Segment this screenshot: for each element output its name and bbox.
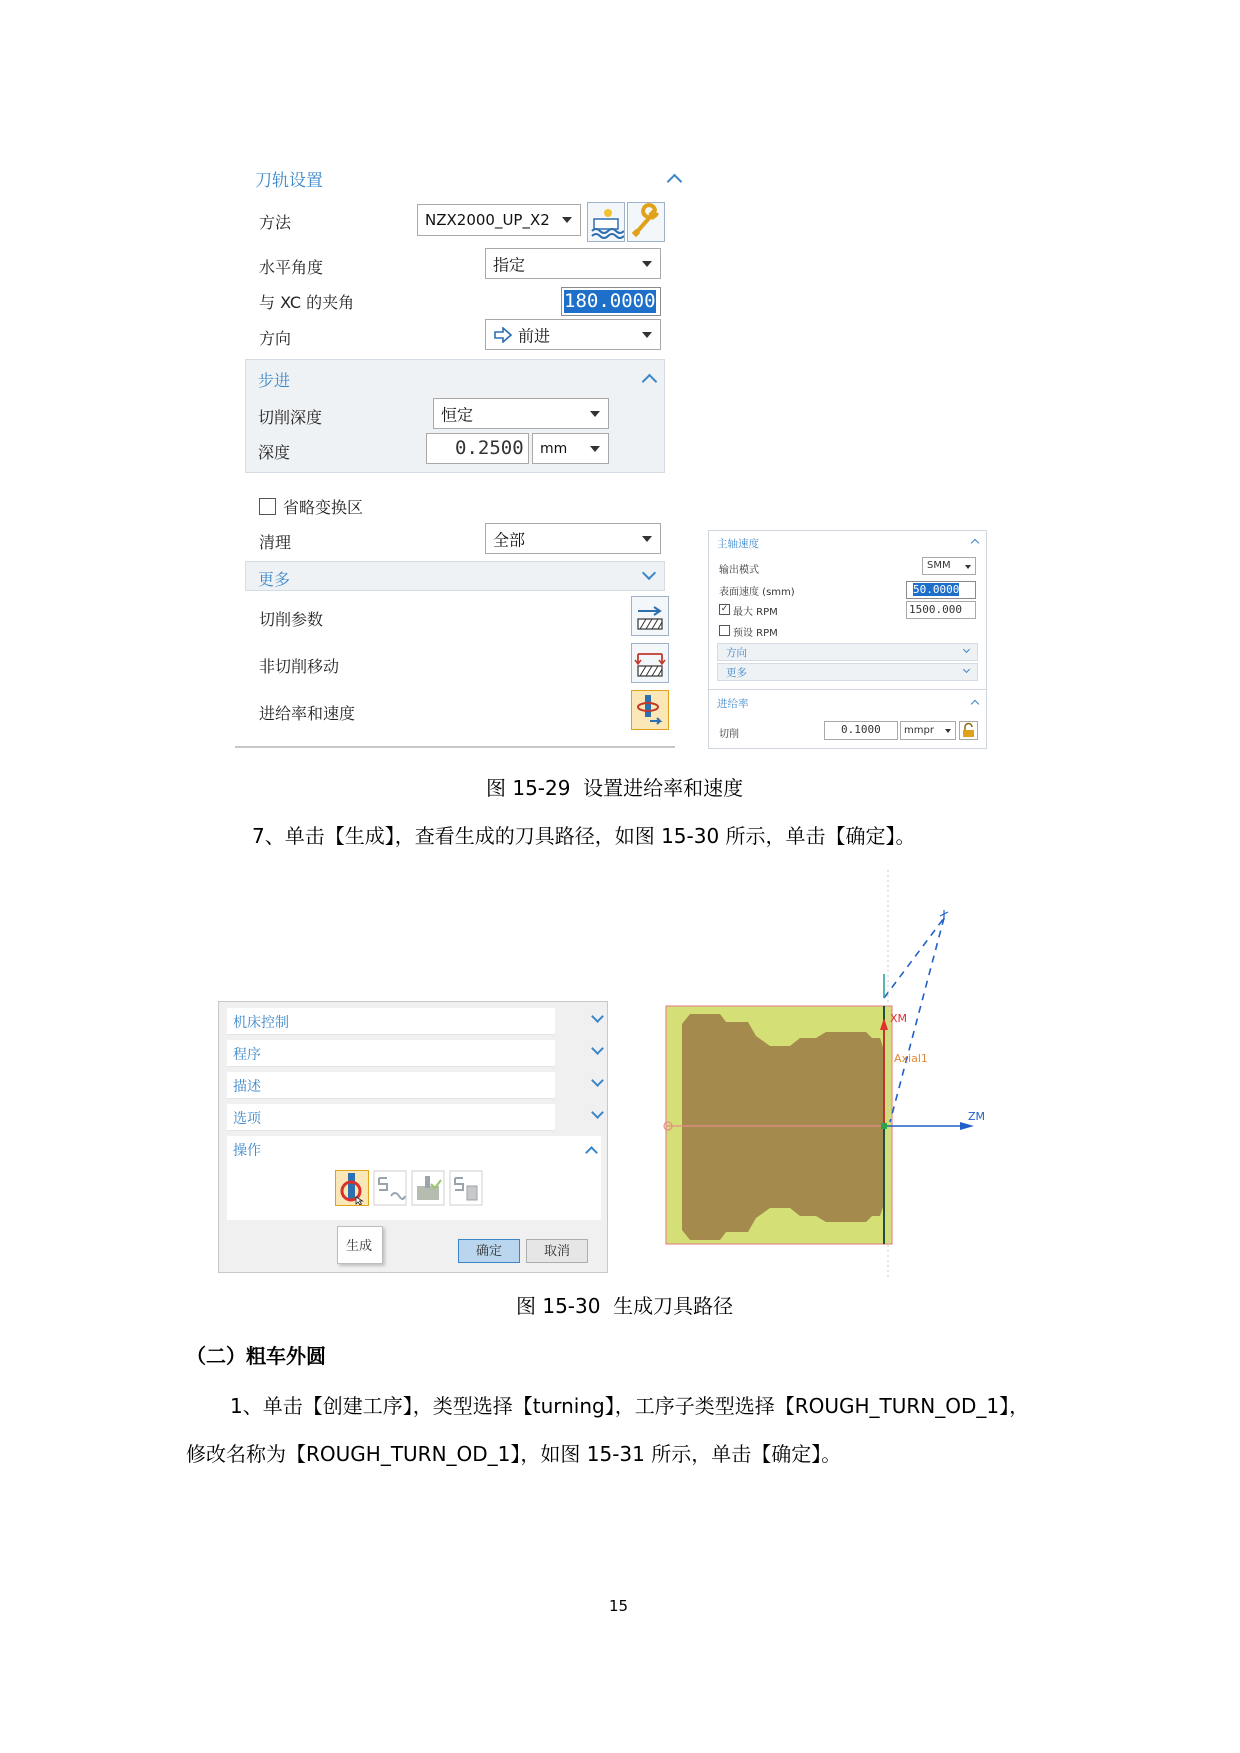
method-display-icon — [588, 203, 624, 241]
surface-speed-label: 表面速度 (smm) — [719, 587, 795, 598]
toolpath-start-marker — [940, 910, 948, 920]
spindle-direction-group[interactable] — [717, 643, 978, 661]
actions-group — [227, 1136, 601, 1220]
cut-feed-input[interactable] — [824, 721, 898, 740]
edit-method-button[interactable] — [627, 202, 665, 242]
description-label: 描述 — [233, 1079, 261, 1095]
cancel-label: 取消 — [543, 1244, 570, 1259]
feeds-speeds-icon — [632, 691, 668, 729]
expand-chevron-icon — [591, 1074, 604, 1087]
horizontal-angle-select[interactable] — [485, 248, 661, 279]
method-value: NZX2000_UP_X2 — [425, 211, 550, 229]
dropdown-caret-icon — [642, 261, 652, 267]
list-icon — [449, 1170, 483, 1206]
panel-bottom-divider — [235, 746, 675, 748]
machine-control-group[interactable] — [227, 1008, 555, 1035]
more-group[interactable] — [245, 561, 665, 591]
direction-select[interactable] — [485, 319, 661, 350]
expand-chevron-icon — [591, 1010, 604, 1023]
options-group[interactable] — [227, 1104, 555, 1131]
depth-input[interactable] — [426, 433, 529, 464]
feeds-speeds-label: 进给率和速度 — [259, 704, 356, 723]
preset-rpm-checkbox[interactable] — [719, 625, 730, 636]
omit-transition-checkbox[interactable] — [259, 498, 276, 515]
spindle-direction-label: 方向 — [726, 647, 747, 659]
figure-caption-15-29: 图 15-29 设置进给率和速度 — [486, 776, 744, 800]
cut-feed-label: 切削 — [719, 729, 739, 740]
max-rpm-checkbox[interactable]: ✓ — [720, 604, 729, 614]
xc-angle-label: 与 XC 的夹角 — [259, 293, 355, 312]
cut-feed-unit-value: mmpr — [904, 725, 934, 736]
output-mode-label: 输出模式 — [719, 565, 759, 576]
cut-depth-select[interactable] — [433, 398, 609, 429]
generate-tooltip — [337, 1226, 383, 1264]
horizontal-angle-value: 指定 — [493, 255, 526, 274]
step-group-title: 步进 — [258, 371, 291, 390]
non-cut-moves-button[interactable] — [631, 643, 669, 683]
max-rpm-input[interactable] — [906, 601, 976, 619]
toolpath-viewport — [640, 870, 1000, 1280]
depth-value: 0.2500 — [455, 437, 524, 459]
step-group — [245, 359, 665, 473]
depth-unit-value: mm — [540, 440, 568, 457]
collapse-chevron-icon[interactable] — [667, 174, 683, 190]
cleanup-label: 清理 — [259, 533, 292, 552]
verify-icon — [411, 1170, 445, 1206]
verify-button[interactable] — [411, 1170, 445, 1206]
preset-rpm-label: 预设 RPM — [733, 628, 778, 639]
max-rpm-value: 1500.000 — [909, 603, 962, 616]
description-group[interactable] — [227, 1072, 555, 1099]
origin-marker — [881, 1123, 887, 1129]
horizontal-angle-label: 水平角度 — [259, 258, 324, 277]
program-label: 程序 — [233, 1047, 261, 1063]
omit-transition-label: 省略变换区 — [283, 498, 364, 517]
collapse-chevron-icon[interactable] — [971, 539, 979, 547]
operation-dialog — [218, 1001, 608, 1273]
xm-axis-label: XM — [890, 1012, 908, 1025]
toolpath-settings-panel — [245, 152, 685, 750]
dropdown-caret-icon — [642, 332, 652, 338]
display-method-button[interactable] — [587, 202, 625, 242]
toolpath-dashed-1 — [884, 918, 944, 998]
actions-label: 操作 — [233, 1143, 261, 1159]
expand-chevron-icon — [591, 1106, 604, 1119]
generate-button[interactable] — [335, 1170, 369, 1206]
xc-angle-value: 180.0000 — [564, 290, 656, 312]
expand-chevron-icon[interactable] — [642, 566, 656, 580]
depth-unit-select[interactable] — [532, 433, 609, 464]
step1-line1: 1、单击【创建工序】，类型选择【turning】，工序子类型选择【ROUGH_TURN_OD_1】， — [230, 1394, 1030, 1418]
max-rpm-label: 最大 RPM — [733, 607, 778, 618]
list-button[interactable] — [449, 1170, 483, 1206]
feed-section-title: 进给率 — [717, 698, 749, 710]
dropdown-caret-icon — [642, 536, 652, 542]
cut-depth-label: 切削深度 — [258, 408, 323, 427]
replay-icon — [373, 1170, 407, 1206]
spindle-divider — [709, 689, 986, 690]
cut-params-icon — [632, 597, 668, 635]
spindle-section-title: 主轴速度 — [717, 538, 759, 550]
step7-text: 7、单击【生成】，查看生成的刀具路径，如图 15-30 所示，单击【确定】。 — [252, 824, 916, 848]
step1-line2: 修改名称为【ROUGH_TURN_OD_1】，如图 15-31 所示，单击【确定】。 — [186, 1442, 842, 1466]
zm-axis-arrow — [960, 1122, 974, 1130]
axial-label: Axial1 — [894, 1052, 928, 1065]
expand-chevron-icon — [591, 1042, 604, 1055]
spindle-speed-panel — [708, 530, 987, 749]
wrench-icon — [628, 203, 664, 241]
more-group-title: 更多 — [258, 570, 291, 589]
zm-axis-label: ZM — [968, 1110, 986, 1123]
non-cut-moves-icon — [632, 644, 668, 682]
spindle-more-group[interactable] — [717, 663, 978, 681]
xc-angle-input[interactable] — [561, 287, 661, 316]
dropdown-caret-icon — [945, 729, 951, 733]
cleanup-select[interactable] — [485, 523, 661, 554]
dropdown-caret-icon — [590, 411, 600, 417]
options-label: 选项 — [233, 1111, 261, 1127]
dropdown-caret-icon — [562, 217, 572, 223]
lock-button[interactable] — [959, 721, 978, 740]
cut-params-button[interactable] — [631, 596, 669, 636]
program-group[interactable] — [227, 1040, 555, 1067]
cut-depth-value: 恒定 — [441, 405, 474, 424]
cleanup-value: 全部 — [493, 530, 526, 549]
output-mode-select[interactable] — [922, 557, 976, 575]
toolpath-section-title: 刀轨设置 — [255, 171, 323, 191]
ok-button[interactable] — [458, 1239, 520, 1263]
method-select[interactable] — [417, 204, 581, 236]
dropdown-caret-icon — [590, 446, 600, 452]
expand-chevron-icon — [963, 646, 970, 653]
cut-params-label: 切削参数 — [259, 610, 324, 629]
depth-label: 深度 — [258, 443, 291, 462]
generate-tooltip-text: 生成 — [346, 1239, 373, 1254]
spindle-more-label: 更多 — [726, 667, 747, 679]
direction-value: 前进 — [518, 326, 551, 345]
forward-arrow-icon — [494, 327, 512, 343]
ok-label: 确定 — [475, 1244, 502, 1259]
cancel-button[interactable] — [526, 1239, 588, 1263]
collapse-chevron-icon[interactable] — [585, 1146, 598, 1159]
dropdown-caret-icon — [965, 565, 971, 569]
lock-icon — [960, 722, 977, 739]
direction-label: 方向 — [259, 329, 292, 348]
surface-speed-value: 50.0000 — [913, 583, 960, 596]
cut-feed-value: 0.1000 — [841, 723, 881, 736]
replay-button[interactable] — [373, 1170, 407, 1206]
non-cut-moves-label: 非切削移动 — [259, 657, 340, 676]
feeds-speeds-button[interactable] — [631, 690, 669, 730]
collapse-chevron-icon[interactable] — [642, 374, 658, 390]
page-number: 15 — [609, 1597, 629, 1615]
generate-icon — [336, 1171, 368, 1205]
cut-feed-unit-select[interactable] — [900, 721, 956, 740]
machine-control-label: 机床控制 — [233, 1015, 289, 1031]
expand-chevron-icon — [963, 666, 970, 673]
section-title: （二）粗车外圆 — [186, 1344, 326, 1368]
surface-speed-input[interactable] — [906, 581, 976, 599]
output-mode-value: SMM — [927, 560, 951, 571]
figure-caption-15-30: 图 15-30 生成刀具路径 — [516, 1294, 734, 1318]
toolpath-graphic — [640, 870, 1000, 1280]
method-label: 方法 — [259, 213, 292, 232]
collapse-chevron-icon[interactable] — [971, 700, 979, 708]
